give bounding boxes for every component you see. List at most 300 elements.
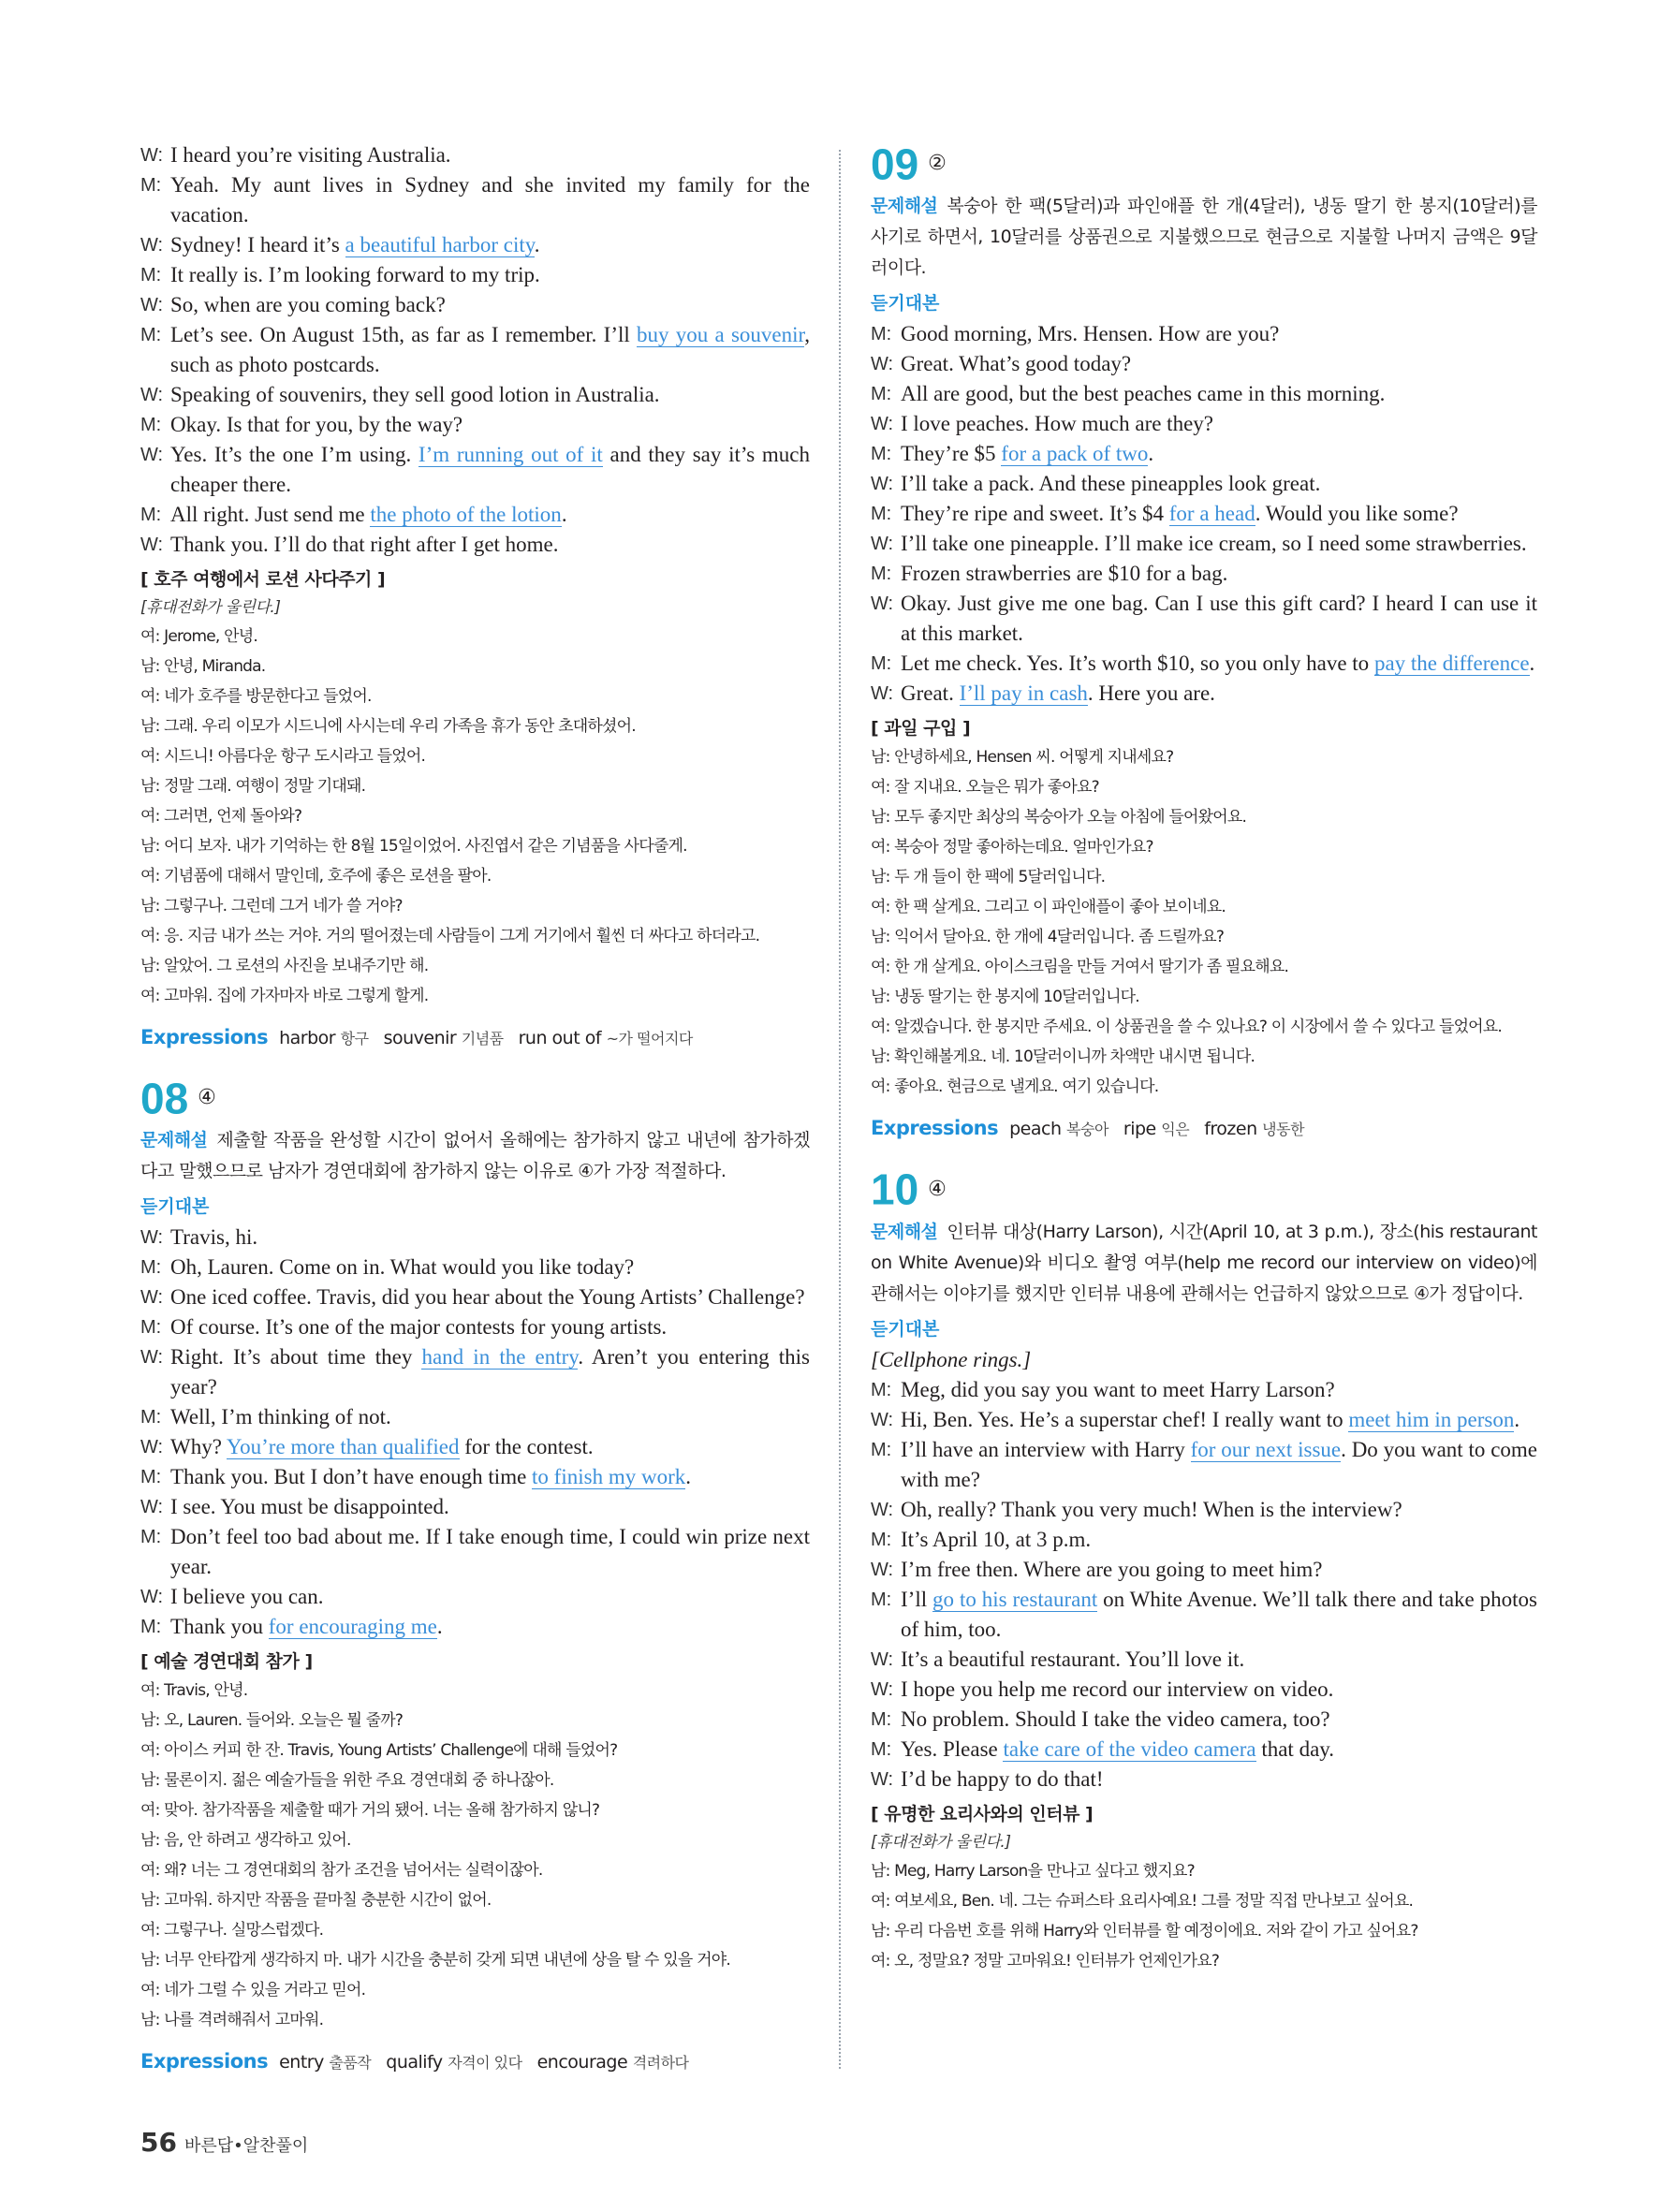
- text-run: .: [561, 503, 567, 526]
- dialog-line: [140, 1582, 810, 1612]
- dialog-text: [170, 170, 810, 230]
- speaker-label: W:: [871, 683, 894, 705]
- dialog-line: [140, 230, 810, 260]
- speaker-label: M:: [871, 324, 892, 345]
- text-run: Thank you. But I don’t have enough time: [170, 1465, 533, 1489]
- dialog-line: [140, 1462, 810, 1492]
- korean-line: 여: Travis, 안녕.: [140, 1681, 248, 1701]
- expression-meaning: 기념품: [461, 1030, 504, 1047]
- text-run: and they say it’s much cheaper there.: [170, 443, 810, 496]
- expression-word: encourage: [536, 2052, 633, 2073]
- korean-section-title: [ 예술 경연대회 참가 ]: [140, 1651, 313, 1673]
- speaker-label: M:: [871, 1708, 892, 1730]
- expression-item: [519, 1028, 693, 1048]
- korean-line: 남: 두 개 들이 한 팩에 5달러입니다.: [871, 868, 1106, 887]
- korean-line: 남: 그렇구나. 그런데 그거 네가 쓸 거야?: [140, 897, 403, 916]
- korean-line: 남: 알았어. 그 로션의 사진을 보내주기만 해.: [140, 957, 429, 975]
- korean-line: 여: 맞아. 참가작품을 제출할 때가 거의 됐어. 너는 올해 참가하지 않니?: [140, 1801, 600, 1821]
- dialog-line: [871, 409, 1537, 439]
- speaker-label: W:: [871, 534, 894, 555]
- speaker-label: M:: [871, 384, 892, 405]
- text-run: Don’t feel too bad about me. If I take enough time, I could win prize next year.: [170, 1525, 810, 1579]
- explanation-text: 제출할 작품을 완성할 시간이 없어서 올해에는 참가하지 않고 내년에 참가하겠다고 말했으므로 남자가 경연대회에 참가하지 않는 이유로 ④가 가장 적절하다.: [140, 1130, 810, 1182]
- expression-meaning: 자격이 있다: [448, 2054, 522, 2073]
- question-header: [140, 1071, 810, 1125]
- korean-line: 남: 안녕하세요, Hensen 씨. 어떻게 지내세요?: [871, 748, 1174, 768]
- dialog-text: [901, 1645, 1537, 1675]
- korean-line: 남: 안녕, Miranda.: [140, 657, 266, 676]
- dialog-text: [901, 1585, 1537, 1645]
- explanation-label: 문제해설: [871, 1221, 938, 1242]
- expression-word: frozen: [1204, 1119, 1263, 1140]
- dialog-text: [170, 1462, 810, 1492]
- dialog-line: [140, 1312, 810, 1342]
- korean-translation: [140, 1676, 810, 2035]
- text-run: .: [436, 1615, 443, 1639]
- key-phrase: take care of the video camera: [1003, 1736, 1256, 1761]
- text-run: , such as photo postcards.: [170, 323, 810, 376]
- key-phrase: for a head: [1168, 502, 1255, 526]
- text-run: Okay. Just give me one bag. Can I use this gift card? I heard I can use it at this market.: [901, 592, 1537, 646]
- dialog-text: [901, 1405, 1537, 1435]
- dialog-line: [871, 679, 1537, 709]
- speaker-label: M:: [140, 1527, 162, 1548]
- text-run: One iced coffee. Travis, did you hear about the Young Artists’ Challenge?: [170, 1285, 805, 1310]
- dialog-line: [871, 1735, 1537, 1765]
- dialog-line: [140, 1342, 810, 1402]
- text-run: for the contest.: [459, 1435, 594, 1459]
- dialog-line: [871, 1495, 1537, 1525]
- text-run: All right. Just send me: [170, 503, 371, 526]
- expression-item: [1204, 1119, 1304, 1139]
- dialog-line: [871, 1675, 1537, 1705]
- korean-translation: [871, 1856, 1537, 1976]
- speaker-label: M:: [871, 444, 892, 465]
- text-run: They’re ripe and sweet. It’s $4: [901, 502, 1169, 526]
- dialog-text: [170, 380, 810, 410]
- korean-line: 남: 모두 좋지만 최상의 복숭아가 오늘 아침에 들어왔어요.: [871, 808, 1247, 828]
- korean-line: 여: 그러면, 언제 돌아와?: [140, 807, 302, 826]
- dialog-line: [140, 410, 810, 440]
- korean-line: 남: 어디 보자. 내가 기억하는 한 8월 15일이었어. 사진엽서 같은 기념품을 사다줄게.: [140, 837, 687, 856]
- dialog-line: [871, 1705, 1537, 1735]
- dialog-line: [871, 1525, 1537, 1555]
- answer-mark: ④: [928, 1177, 947, 1201]
- key-phrase: I’ll pay in cash: [959, 681, 1088, 706]
- speaker-label: M:: [140, 505, 162, 525]
- text-run: Oh, really? Thank you very much! When is the interview?: [901, 1497, 1402, 1521]
- dialog-line: [140, 1402, 810, 1432]
- key-phrase: the photo of the lotion: [370, 503, 562, 526]
- korean-line: 남: 정말 그래. 여행이 정말 기대돼.: [140, 777, 366, 796]
- dialog-line: [871, 1405, 1537, 1435]
- speaker-label: M:: [871, 504, 892, 525]
- dialog-line: [140, 1282, 810, 1312]
- text-run: It’s a beautiful restaurant. You’ll love it.: [901, 1647, 1245, 1671]
- dialog-text: [170, 140, 810, 170]
- korean-line: 남: 익어서 달아요. 한 개에 4달러입니다. 좀 드릴까요?: [871, 928, 1225, 947]
- text-run: Frozen strawberries are $10 for a bag.: [901, 562, 1228, 586]
- speaker-label: W:: [871, 1409, 894, 1430]
- speaker-label: W:: [871, 1499, 894, 1520]
- speaker-label: W:: [140, 235, 164, 256]
- text-run: . Do you want to come with me?: [901, 1437, 1538, 1491]
- dialog-text: [170, 1522, 810, 1582]
- text-run: I’ll: [901, 1587, 933, 1611]
- speaker-label: M:: [871, 1589, 892, 1610]
- book-title: 바른답•알찬풀이: [184, 2136, 309, 2156]
- dialog-line: [871, 319, 1537, 349]
- expression-item: [384, 1028, 504, 1048]
- dialog-text: [901, 1495, 1537, 1525]
- text-run: Travis, hi.: [170, 1225, 258, 1250]
- dialog-line: [140, 1522, 810, 1582]
- dialog-line: [140, 1492, 810, 1522]
- expression-item: [1123, 1119, 1189, 1139]
- text-run: Let me check. Yes. It’s worth $10, so you only have to: [901, 652, 1374, 676]
- dialog-text: [901, 1375, 1537, 1405]
- expression-meaning: 항구: [340, 1030, 369, 1047]
- dialog-line: [140, 320, 810, 380]
- key-phrase: meet him in person: [1348, 1407, 1515, 1431]
- korean-stage-direction: [휴대전화가 울린다.]: [140, 598, 281, 617]
- dialog-line: [871, 439, 1537, 469]
- expression-word: souvenir: [383, 1028, 462, 1048]
- text-run: I’ll take one pineapple. I’ll make ice cream, so I need some strawberries.: [901, 532, 1527, 556]
- text-run: Yes. It’s the one I’m using.: [170, 443, 418, 466]
- dialog-text: [901, 649, 1537, 679]
- korean-translation: [140, 622, 810, 1011]
- text-run: I’ll have an interview with Harry: [901, 1437, 1191, 1461]
- korean-line: 남: Meg, Harry Larson을 만나고 싶다고 했지요?: [871, 1861, 1195, 1881]
- question-number: 09: [871, 139, 919, 189]
- dialog-text: [170, 1223, 810, 1252]
- speaker-label: M:: [871, 653, 892, 675]
- korean-line: 남: 오, Lauren. 들어와. 오늘은 뭘 줄까?: [140, 1711, 404, 1731]
- dialog-text: [170, 230, 810, 260]
- dialog-line: [871, 649, 1537, 679]
- korean-line: 남: 고마워. 하지만 작품을 끝마칠 충분한 시간이 없어.: [140, 1891, 492, 1911]
- dialog-text: [901, 319, 1537, 349]
- text-run: Of course. It’s one of the major contests for young artists.: [170, 1315, 668, 1340]
- speaker-label: W:: [140, 1497, 164, 1518]
- text-run: that day.: [1255, 1736, 1335, 1761]
- text-run: Great. What’s good today?: [901, 352, 1132, 376]
- script-label: 듣기대본: [140, 1196, 210, 1218]
- text-run: Yeah. My aunt lives in Sydney and she invited my family for the vacation.: [170, 173, 810, 227]
- column-divider: [839, 150, 841, 2069]
- dialog-text: [170, 1282, 810, 1312]
- text-run: So, when are you coming back?: [170, 293, 446, 316]
- expression-word: entry: [279, 2052, 330, 2073]
- key-phrase: to finish my work: [532, 1465, 686, 1489]
- text-run: Great.: [901, 681, 960, 706]
- dialog-text: [901, 379, 1537, 409]
- dialog-line: [871, 499, 1537, 529]
- expression-word: peach: [1009, 1119, 1067, 1140]
- dialog-line: [871, 349, 1537, 379]
- text-run: Well, I’m thinking of not.: [170, 1405, 391, 1429]
- speaker-label: W:: [140, 385, 164, 405]
- question-header: [871, 1162, 1537, 1216]
- speaker-label: M:: [871, 1529, 892, 1550]
- text-run: . Aren’t you entering this year?: [170, 1345, 810, 1399]
- dialog-text: [170, 1342, 810, 1402]
- dialog-text: [170, 1612, 810, 1642]
- text-run: Why?: [170, 1435, 227, 1459]
- korean-line: 여: 여보세요, Ben. 네. 그는 슈퍼스타 요리사예요! 그를 정말 직접 만나보고 싶어요.: [871, 1891, 1414, 1911]
- speaker-label: W:: [140, 535, 164, 555]
- text-run: . Here you are.: [1087, 681, 1215, 706]
- speaker-label: M:: [140, 1617, 162, 1638]
- text-run: I love peaches. How much are they?: [901, 412, 1213, 436]
- dialog-line: [140, 260, 810, 290]
- key-phrase: for a pack of two: [1001, 442, 1149, 466]
- dialog-text: [170, 1252, 810, 1282]
- expressions-box: [871, 1109, 1537, 1149]
- text-run: . Would you like some?: [1255, 502, 1459, 526]
- speaker-label: M:: [871, 564, 892, 585]
- dialog-text: [901, 679, 1537, 709]
- dialog-line: [871, 469, 1537, 499]
- dialog-line: [140, 500, 810, 530]
- dialog-line: [871, 1435, 1537, 1495]
- korean-line: 남: 너무 안타깝게 생각하지 마. 내가 시간을 충분히 갖게 되면 내년에 상을 탈 수 있을 거야.: [140, 1951, 730, 1970]
- dialog-line: [140, 1612, 810, 1642]
- text-run: Good morning, Mrs. Hensen. How are you?: [901, 322, 1280, 346]
- expression-meaning: 출품작: [329, 2054, 372, 2073]
- script-label: 듣기대본: [871, 293, 940, 315]
- expression-word: qualify: [386, 2052, 448, 2073]
- text-run: I heard you’re visiting Australia.: [170, 143, 451, 167]
- dialog-text: [901, 529, 1537, 559]
- expression-meaning: 냉동한: [1262, 1121, 1305, 1139]
- korean-line: 여: 오, 정말요? 정말 고마워요! 인터뷰가 언제인가요?: [871, 1951, 1220, 1970]
- expressions-box: [140, 2043, 810, 2082]
- speaker-label: M:: [140, 265, 162, 286]
- expression-meaning: 격려하다: [632, 2054, 689, 2073]
- speaker-label: M:: [140, 1467, 162, 1488]
- question-header: [871, 137, 1537, 191]
- dialog-text: [170, 1402, 810, 1432]
- korean-section-title: [ 호주 여행에서 로션 사다주기 ]: [140, 569, 386, 590]
- korean-section-title: [ 과일 구입 ]: [871, 718, 971, 740]
- text-run: They’re $5: [901, 442, 1002, 466]
- speaker-label: W:: [140, 295, 164, 315]
- korean-line: 여: 알겠습니다. 한 봉지만 주세요. 이 상품권을 쓸 수 있나요? 이 시장에서 쓸 수 있다고 들었어요.: [871, 1018, 1503, 1037]
- speaker-label: W:: [871, 1768, 894, 1790]
- key-phrase: for our next issue: [1190, 1437, 1342, 1461]
- dialog-text: [901, 409, 1537, 439]
- dialog-text: [901, 1525, 1537, 1555]
- speaker-label: W:: [140, 1437, 164, 1458]
- korean-line: 여: 좋아요. 현금으로 낼게요. 여기 있습니다.: [871, 1077, 1159, 1097]
- speaker-label: M:: [140, 175, 162, 196]
- dialog-line: [871, 1765, 1537, 1795]
- dialog-line: [140, 290, 810, 320]
- korean-line: 여: 그렇구나. 실망스럽겠다.: [140, 1921, 324, 1941]
- text-run: on White Avenue. We’ll talk there and take photos of him, too.: [901, 1587, 1537, 1641]
- explanation-label: 문제해설: [871, 196, 938, 217]
- text-run: .: [1529, 652, 1535, 676]
- text-run: Okay. Is that for you, by the way?: [170, 413, 463, 436]
- dialog-line: [871, 1555, 1537, 1585]
- expression-word: harbor: [279, 1028, 341, 1048]
- dialog-interview: [871, 1375, 1537, 1795]
- dialog-line: [871, 1375, 1537, 1405]
- key-phrase: You’re more than qualified: [226, 1435, 460, 1459]
- text-run: Let’s see. On August 15th, as far as I remember. I’ll: [170, 323, 638, 346]
- dialog-text: [170, 290, 810, 320]
- speaker-label: W:: [140, 1227, 164, 1249]
- text-run: I’m free then. Where are you going to meet him?: [901, 1557, 1323, 1581]
- speaker-label: W:: [871, 1678, 894, 1700]
- key-phrase: a beautiful harbor city: [345, 233, 535, 256]
- text-run: Sydney! I heard it’s: [170, 233, 345, 256]
- expression-item: [386, 2052, 521, 2073]
- text-run: I’d be happy to do that!: [901, 1766, 1104, 1791]
- expression-meaning: 복숭아: [1066, 1121, 1108, 1139]
- expression-word: ripe: [1123, 1119, 1162, 1140]
- text-run: Meg, did you say you want to meet Harry Larson?: [901, 1377, 1335, 1401]
- expressions-label: Expressions: [871, 1117, 999, 1140]
- korean-line: 여: 한 팩 살게요. 그리고 이 파인애플이 좋아 보이네요.: [871, 898, 1226, 917]
- dialog-line: [140, 380, 810, 410]
- text-run: All are good, but the best peaches came in this morning.: [901, 382, 1386, 406]
- dialog-text: [901, 559, 1537, 589]
- explanation-text: 인터뷰 대상(Harry Larson), 시간(April 10, at 3 p.m.), 장소(his restaurant on White Avenue)와 비디오 촬영 여부(help me record our interview on video)에 관해서는 이야기를 했지만 인터뷰 내용에 관해서는 언급하지 않았으므로 ④가 정답이다.: [871, 1221, 1537, 1304]
- dialog-text: [901, 499, 1537, 529]
- dialog-line: [871, 1585, 1537, 1645]
- expression-item: [279, 2052, 371, 2073]
- text-run: .: [685, 1465, 691, 1489]
- korean-section-title: [ 유명한 요리사와의 인터뷰 ]: [871, 1803, 1094, 1824]
- page-number: 56: [140, 2127, 177, 2158]
- answer-mark: ②: [928, 152, 947, 176]
- dialog-text: [170, 1312, 810, 1342]
- question-number: 10: [871, 1165, 919, 1214]
- explanation: [140, 1125, 810, 1187]
- explanation: [871, 1217, 1537, 1310]
- text-run: Right. It’s about time they: [170, 1345, 422, 1370]
- speaker-label: W:: [871, 354, 894, 375]
- dialog-text: [901, 1765, 1537, 1795]
- speaker-label: M:: [140, 1257, 162, 1279]
- korean-line: 여: 응. 지금 내가 쓰는 거야. 거의 떨어졌는데 사람들이 그게 거기에서 훨씬 더 싸다고 하더라고.: [140, 927, 760, 945]
- korean-line: 여: Jerome, 안녕.: [140, 627, 257, 646]
- speaker-label: W:: [871, 1559, 894, 1580]
- dialog-line: [140, 1223, 810, 1252]
- korean-line: 여: 잘 지내요. 오늘은 뭐가 좋아요?: [871, 778, 1099, 798]
- key-phrase: buy you a souvenir: [637, 323, 805, 346]
- speaker-label: W:: [140, 145, 164, 166]
- korean-translation: [871, 742, 1537, 1102]
- dialog-text: [901, 439, 1537, 469]
- key-phrase: for encouraging me: [268, 1615, 437, 1639]
- speaker-label: M:: [140, 1407, 162, 1428]
- dialog-text: [170, 530, 810, 560]
- dialog-fruit: [871, 319, 1537, 709]
- text-run: Oh, Lauren. Come on in. What would you like today?: [170, 1255, 635, 1280]
- korean-line: 여: 복숭아 정말 좋아하는데요. 얼마인가요?: [871, 838, 1153, 857]
- expressions-box: [140, 1018, 810, 1058]
- dialog-contest: [140, 1223, 810, 1642]
- korean-line: 여: 한 개 살게요. 아이스크림을 만들 거여서 딸기가 좀 필요해요.: [871, 958, 1289, 977]
- speaker-label: M:: [140, 415, 162, 435]
- text-run: I see. You must be disappointed.: [170, 1495, 449, 1519]
- speaker-label: W:: [140, 1587, 164, 1608]
- text-run: .: [534, 233, 540, 256]
- speaker-label: W:: [871, 414, 894, 435]
- korean-line: 여: 네가 그럴 수 있을 거라고 믿어.: [140, 1981, 366, 2000]
- korean-line: 남: 확인해볼게요. 네. 10달러이니까 차액만 내시면 됩니다.: [871, 1047, 1255, 1067]
- text-run: Hi, Ben. Yes. He’s a superstar chef! I really want to: [901, 1407, 1349, 1431]
- korean-line: 남: 그래. 우리 이모가 시드니에 사시는데 우리 가족을 휴가 동안 초대하셨어.: [140, 717, 636, 736]
- dialog-line: [140, 1252, 810, 1282]
- text-run: Yes. Please: [901, 1736, 1004, 1761]
- speaker-label: M:: [871, 1738, 892, 1760]
- speaker-label: W:: [871, 593, 894, 615]
- korean-line: 남: 우리 다음번 호를 위해 Harry와 인터뷰를 할 예정이에요. 저와 같이 가고 싶어요?: [871, 1921, 1418, 1941]
- dialog-text: [170, 1492, 810, 1522]
- dialog-line: [871, 1645, 1537, 1675]
- dialog-text: [170, 410, 810, 440]
- text-run: I hope you help me record our interview on video.: [901, 1677, 1334, 1701]
- expressions-label: Expressions: [140, 2050, 269, 2073]
- dialog-line: [871, 379, 1537, 409]
- expression-item: [279, 1028, 368, 1048]
- dialog-australia: [140, 140, 810, 560]
- text-run: It’s April 10, at 3 p.m.: [901, 1527, 1092, 1551]
- dialog-line: [871, 589, 1537, 649]
- text-run: .: [1148, 442, 1154, 466]
- korean-line: 여: 왜? 너는 그 경연대회의 참가 조건을 넘어서는 실력이잖아.: [140, 1861, 543, 1881]
- speaker-label: M:: [871, 1379, 892, 1400]
- key-phrase: pay the difference: [1373, 652, 1530, 676]
- korean-stage-direction: [휴대전화가 울린다.]: [871, 1832, 1011, 1852]
- korean-line: 남: 물론이지. 젊은 예술가들을 위한 주요 경연대회 중 하나잖아.: [140, 1771, 554, 1791]
- text-run: Thank you. I’ll do that right after I get home.: [170, 533, 559, 556]
- text-run: I’ll take a pack. And these pineapples look great.: [901, 472, 1321, 496]
- dialog-text: [901, 1735, 1537, 1765]
- dialog-line: [140, 1432, 810, 1462]
- explanation-text: 복숭아 한 팩(5달러)과 파인애플 한 개(4달러), 냉동 딸기 한 봉지(10달러)를 사기로 하면서, 10달러를 상품권으로 지불했으므로 현금으로 지불할 나머지 금액은 9달러이다.: [871, 196, 1537, 279]
- left-column: [140, 140, 810, 2095]
- dialog-line: [140, 170, 810, 230]
- dialog-text: [901, 1555, 1537, 1585]
- speaker-label: W:: [871, 1648, 894, 1670]
- right-column: [871, 140, 1537, 1976]
- key-phrase: go to his restaurant: [932, 1587, 1098, 1611]
- expression-meaning: 익은: [1161, 1121, 1190, 1139]
- speaker-label: W:: [871, 474, 894, 495]
- dialog-text: [170, 440, 810, 500]
- stage-direction: [Cellphone rings.]: [871, 1347, 1032, 1371]
- dialog-text: [901, 1435, 1537, 1495]
- expression-word: run out of: [518, 1028, 607, 1048]
- dialog-text: [170, 500, 810, 530]
- dialog-text: [901, 589, 1537, 649]
- question-number: 08: [140, 1074, 189, 1123]
- dialog-line: [140, 530, 810, 560]
- page-footer: [140, 2127, 308, 2158]
- dialog-line: [140, 440, 810, 500]
- dialog-text: [170, 320, 810, 380]
- speaker-label: M:: [871, 1439, 892, 1460]
- text-run: It really is. I’m looking forward to my trip.: [170, 263, 540, 286]
- dialog-line: [140, 140, 810, 170]
- dialog-text: [170, 1432, 810, 1462]
